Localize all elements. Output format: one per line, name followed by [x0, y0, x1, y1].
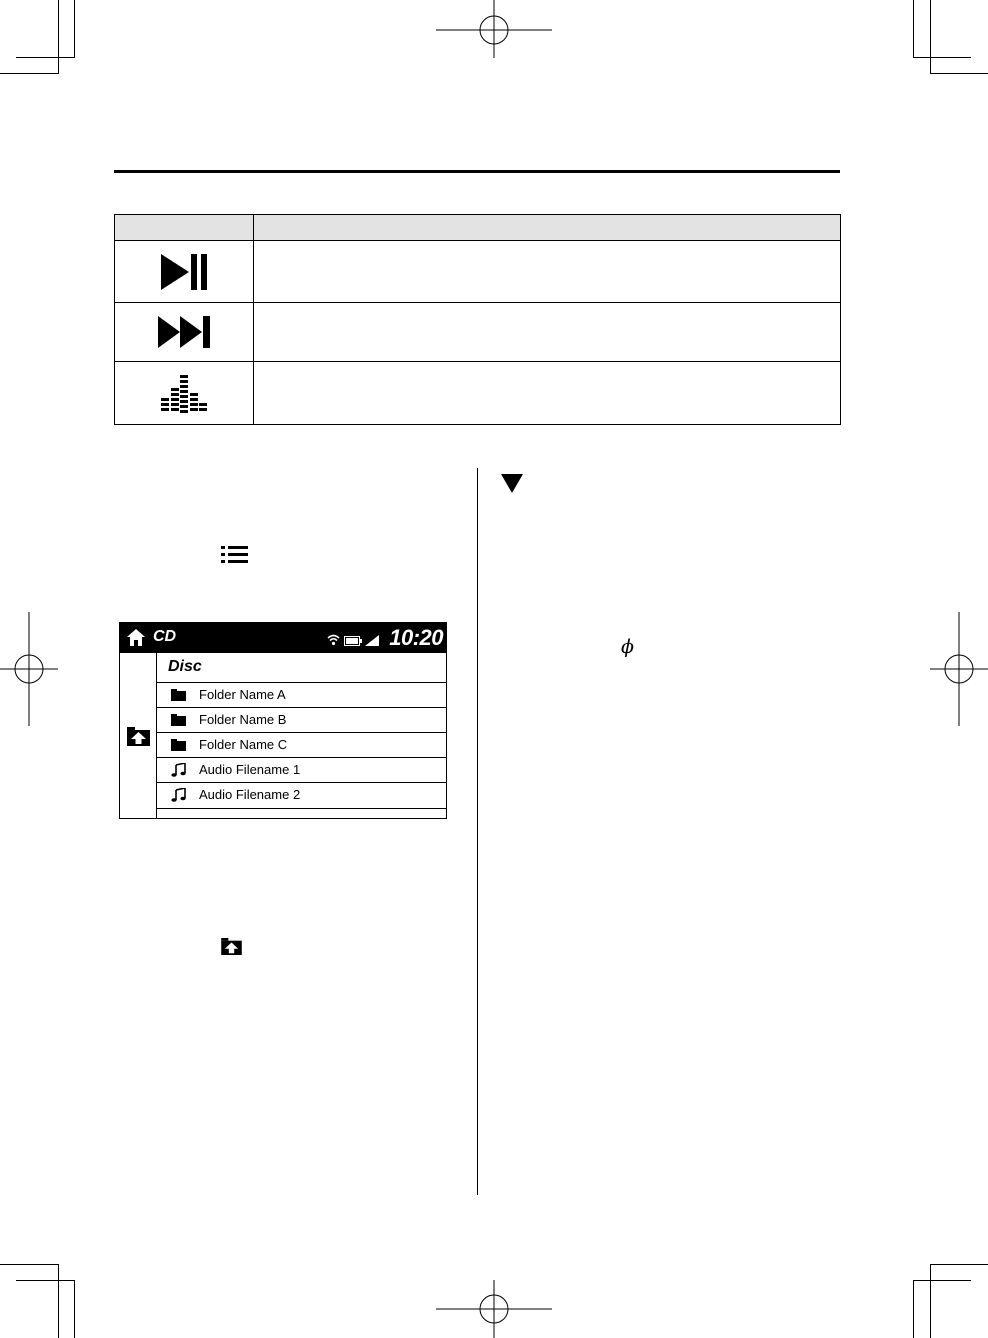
list-item[interactable]	[157, 732, 447, 757]
side-panel	[120, 653, 157, 819]
registration-mark-right	[930, 612, 988, 726]
play-pause-icon	[159, 252, 209, 292]
icon-table-header	[115, 215, 840, 241]
registration-mark-top	[436, 0, 552, 58]
list-item-label: Folder Name B	[199, 712, 287, 727]
table-row	[115, 303, 253, 361]
down-triangle-icon	[501, 474, 523, 493]
icon-table	[114, 214, 841, 425]
battery-icon	[344, 636, 362, 646]
table-row	[115, 241, 253, 302]
list-item[interactable]	[157, 682, 447, 707]
list-item[interactable]	[157, 782, 447, 807]
home-icon[interactable]	[127, 629, 145, 646]
equalizer-icon	[159, 373, 209, 415]
clock: 10:20	[389, 625, 443, 650]
list-item-label: Folder Name C	[199, 737, 288, 752]
screen-title: CD	[153, 628, 177, 645]
list-icon	[221, 545, 248, 564]
list-item-label: Folder Name A	[199, 687, 286, 702]
table-row	[115, 362, 253, 425]
list-item-label: Audio Filename 2	[199, 787, 301, 802]
folder-icon	[171, 738, 187, 752]
cd-browser-screen	[119, 622, 447, 819]
folder-up-icon	[221, 938, 242, 955]
music-note-icon	[171, 763, 187, 777]
folder-icon	[171, 688, 187, 702]
status-bar	[120, 623, 446, 653]
column-divider	[477, 468, 478, 1195]
registration-mark-bottom	[436, 1280, 552, 1338]
signal-icon	[365, 635, 379, 646]
list-item[interactable]	[157, 757, 447, 782]
phi-symbol: ϕ	[621, 636, 634, 658]
header-rule	[114, 170, 840, 173]
list-item-label: Audio Filename 1	[199, 762, 301, 777]
folder-up-icon[interactable]	[127, 727, 150, 746]
folder-icon	[171, 713, 187, 727]
list-item[interactable]	[157, 707, 447, 732]
registration-mark-left	[0, 612, 58, 726]
list-title: Disc	[168, 658, 202, 675]
music-note-icon	[171, 788, 187, 802]
wifi-icon	[327, 634, 340, 646]
fast-forward-icon	[156, 315, 212, 349]
